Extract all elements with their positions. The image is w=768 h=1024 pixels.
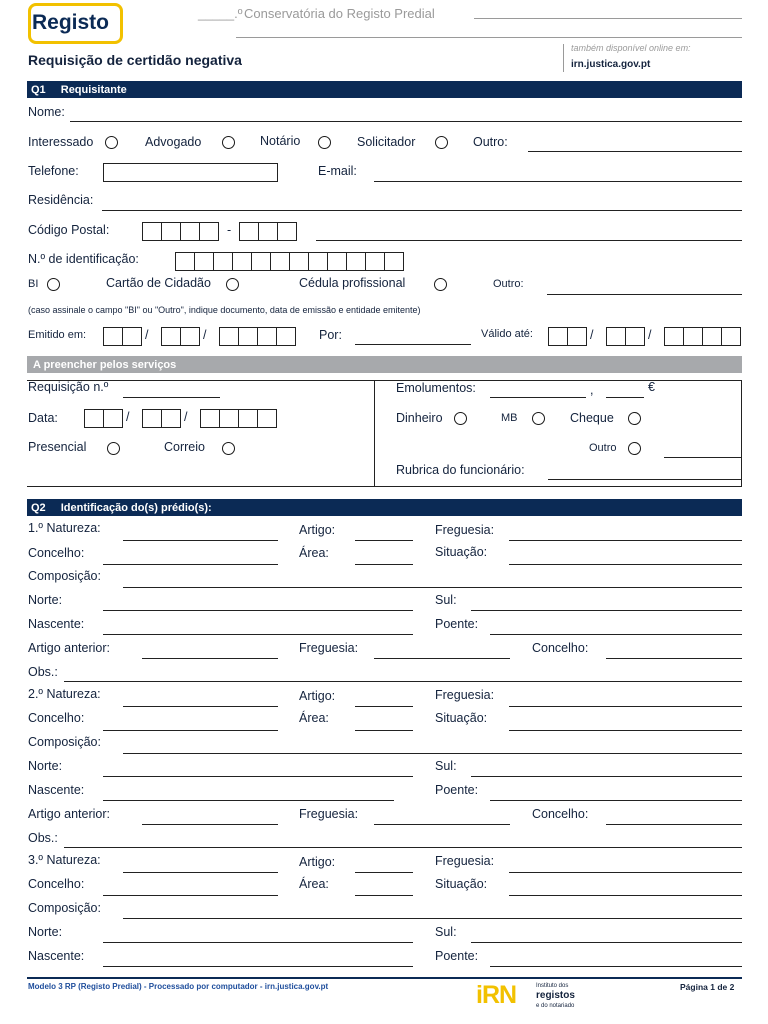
q1-header bbox=[27, 81, 742, 98]
p3-area-label: Área: bbox=[299, 877, 329, 891]
id-cc-radio[interactable] bbox=[226, 278, 239, 291]
p3-situacao-field[interactable] bbox=[509, 895, 742, 896]
conservatoria-line[interactable] bbox=[474, 18, 742, 19]
p2-natureza-label: 2.º Natureza: bbox=[28, 687, 101, 701]
p3-natureza-label: 3.º Natureza: bbox=[28, 853, 101, 867]
p3-natureza-field[interactable] bbox=[123, 872, 278, 873]
localidade-field[interactable] bbox=[316, 240, 742, 241]
cheque-label: Cheque bbox=[570, 411, 614, 425]
requisicao-label: Requisição n.º bbox=[28, 380, 109, 394]
p3-nascente-field[interactable] bbox=[103, 966, 413, 967]
p1-composicao-field[interactable] bbox=[123, 587, 742, 588]
data-year-boxes[interactable] bbox=[200, 409, 277, 428]
valido-month-boxes[interactable] bbox=[606, 327, 645, 346]
p2-sul-field[interactable] bbox=[471, 776, 742, 777]
requisicao-field[interactable] bbox=[123, 397, 220, 398]
p2-artigo-label: Artigo: bbox=[299, 689, 336, 703]
p2-artigo-field[interactable] bbox=[355, 706, 413, 707]
p2-nascente-label: Nascente: bbox=[28, 783, 85, 797]
p1-concelho-field[interactable] bbox=[103, 564, 278, 565]
emitido-slash-2: / bbox=[203, 328, 207, 342]
valido-label: Válido até: bbox=[481, 328, 533, 340]
servicos-header: A preencher pelos serviços bbox=[27, 356, 742, 373]
p3-concelho-label: Concelho: bbox=[28, 877, 85, 891]
p2-artigo-anterior-field[interactable] bbox=[142, 824, 278, 825]
p3-composicao-field[interactable] bbox=[123, 918, 742, 919]
id-outro-label: Outro: bbox=[493, 278, 524, 290]
p2-freguesia2-field[interactable] bbox=[374, 824, 510, 825]
p2-concelho2-label: Concelho: bbox=[532, 807, 589, 821]
p3-freguesia-label: Freguesia: bbox=[435, 854, 495, 868]
valido-slash-1: / bbox=[590, 328, 594, 342]
p2-freguesia2-label: Freguesia: bbox=[299, 807, 359, 821]
p3-poente-field[interactable] bbox=[490, 966, 742, 967]
rubrica-field[interactable] bbox=[548, 479, 741, 480]
dinheiro-radio[interactable] bbox=[454, 412, 467, 425]
id-cedula-label: Cédula profissional bbox=[299, 276, 406, 290]
p1-natureza-field[interactable] bbox=[123, 540, 278, 541]
p1-artigo-field[interactable] bbox=[355, 540, 413, 541]
p1-area-field[interactable] bbox=[355, 564, 413, 565]
role-advogado-label: Advogado bbox=[145, 135, 202, 149]
p2-concelho-label: Concelho: bbox=[28, 711, 85, 725]
role-advogado-radio[interactable] bbox=[222, 136, 235, 149]
p3-poente-label: Poente: bbox=[435, 949, 479, 963]
presencial-label: Presencial bbox=[28, 440, 87, 454]
n-identificacao-boxes[interactable] bbox=[175, 252, 404, 271]
p1-freguesia-field[interactable] bbox=[509, 540, 742, 541]
por-field[interactable] bbox=[355, 344, 471, 345]
q1-title: Requisitante bbox=[60, 84, 127, 96]
p1-freguesia-label: Freguesia: bbox=[435, 523, 495, 537]
p3-composicao-label: Composição: bbox=[28, 901, 101, 915]
id-outro-field[interactable] bbox=[547, 294, 742, 295]
p2-obs-label: Obs.: bbox=[28, 831, 58, 845]
p1-norte-field[interactable] bbox=[103, 610, 413, 611]
emitido-month-boxes[interactable] bbox=[161, 327, 200, 346]
cheque-radio[interactable] bbox=[628, 412, 641, 425]
p1-nascente-field[interactable] bbox=[103, 634, 413, 635]
emolumentos-label: Emolumentos: bbox=[396, 381, 476, 395]
residencia-field[interactable] bbox=[102, 210, 742, 211]
servicos-divider bbox=[374, 380, 375, 487]
p1-sul-label: Sul: bbox=[435, 593, 457, 607]
role-outro-label: Outro: bbox=[473, 135, 508, 149]
mb-label: MB bbox=[501, 412, 518, 424]
outro-pagamento-label: Outro bbox=[589, 442, 617, 454]
q1-number: Q1 bbox=[31, 84, 46, 96]
emolumentos-euros-field[interactable] bbox=[490, 397, 586, 398]
p1-artigo-anterior-field[interactable] bbox=[142, 658, 278, 659]
p3-norte-label: Norte: bbox=[28, 925, 63, 939]
p1-nascente-label: Nascente: bbox=[28, 617, 85, 631]
p2-composicao-label: Composição: bbox=[28, 735, 101, 749]
header-divider bbox=[563, 44, 564, 72]
irn-logo-line2: registos bbox=[536, 990, 575, 1001]
p1-poente-field[interactable] bbox=[490, 634, 742, 635]
p1-natureza-label: 1.º Natureza: bbox=[28, 521, 101, 535]
p2-concelho2-field[interactable] bbox=[606, 824, 742, 825]
id-cedula-radio[interactable] bbox=[434, 278, 447, 291]
rubrica-label: Rubrica do funcionário: bbox=[396, 463, 525, 477]
p1-artigo-label: Artigo: bbox=[299, 523, 336, 537]
nome-label: Nome: bbox=[28, 105, 65, 119]
p3-norte-field[interactable] bbox=[103, 942, 413, 943]
outro-pagamento-radio[interactable] bbox=[628, 442, 641, 455]
p2-freguesia-field[interactable] bbox=[509, 706, 742, 707]
footer-model: Modelo 3 RP (Registo Predial) - Processado por computador - irn.justica.gov.pt bbox=[28, 982, 329, 991]
n-identificacao-label: N.º de identificação: bbox=[28, 252, 139, 266]
p3-sul-label: Sul: bbox=[435, 925, 457, 939]
p2-situacao-label: Situação: bbox=[435, 711, 488, 725]
data-slash-1: / bbox=[126, 410, 130, 424]
valido-year-boxes[interactable] bbox=[664, 327, 741, 346]
p2-sul-label: Sul: bbox=[435, 759, 457, 773]
p1-freguesia2-field[interactable] bbox=[374, 658, 510, 659]
p2-norte-label: Norte: bbox=[28, 759, 63, 773]
q2-title: Identificação do(s) prédio(s): bbox=[60, 502, 212, 514]
data-day-boxes[interactable] bbox=[84, 409, 123, 428]
telefone-input[interactable] bbox=[103, 163, 278, 182]
p1-situacao-label: Situação: bbox=[435, 545, 488, 559]
p2-nascente-field[interactable] bbox=[103, 800, 394, 801]
correio-label: Correio bbox=[164, 440, 205, 454]
id-note: (caso assinale o campo "BI" ou "Outro", indique documento, data de emissão e entidade emitente) bbox=[28, 305, 421, 315]
p2-norte-field[interactable] bbox=[103, 776, 413, 777]
p3-sul-field[interactable] bbox=[471, 942, 742, 943]
role-outro-field[interactable] bbox=[528, 151, 742, 152]
role-interessado-label: Interessado bbox=[28, 135, 94, 149]
emitido-year-boxes[interactable] bbox=[219, 327, 296, 346]
data-month-boxes[interactable] bbox=[142, 409, 181, 428]
codigo-postal-boxes[interactable] bbox=[142, 222, 219, 241]
role-interessado-radio[interactable] bbox=[105, 136, 118, 149]
p3-artigo-field[interactable] bbox=[355, 872, 413, 873]
por-label: Por: bbox=[319, 328, 342, 342]
role-solicitador-radio[interactable] bbox=[435, 136, 448, 149]
conservatoria-prefix: _____.º bbox=[198, 6, 243, 21]
online-note: também disponível online em: bbox=[571, 43, 691, 53]
header-line bbox=[236, 37, 742, 38]
emitido-label: Emitido em: bbox=[28, 329, 87, 341]
email-label: E-mail: bbox=[318, 164, 357, 178]
page-number: Página 1 de 2 bbox=[680, 982, 735, 992]
registo-logo bbox=[28, 3, 123, 44]
q2-header bbox=[27, 499, 742, 516]
p2-composicao-field[interactable] bbox=[123, 753, 742, 754]
id-bi-radio[interactable] bbox=[47, 278, 60, 291]
email-field[interactable] bbox=[374, 181, 742, 182]
nome-field[interactable] bbox=[70, 121, 742, 122]
codigo-postal-dash: - bbox=[227, 223, 232, 237]
data-label: Data: bbox=[28, 411, 58, 425]
p3-freguesia-field[interactable] bbox=[509, 872, 742, 873]
irn-logo-line1: Instituto dos bbox=[536, 983, 569, 989]
emitido-slash-1: / bbox=[145, 328, 149, 342]
p1-freguesia2-label: Freguesia: bbox=[299, 641, 359, 655]
p2-situacao-field[interactable] bbox=[509, 730, 742, 731]
p1-concelho-label: Concelho: bbox=[28, 546, 85, 560]
p3-situacao-label: Situação: bbox=[435, 877, 488, 891]
p2-natureza-field[interactable] bbox=[123, 706, 278, 707]
emolumentos-comma: , bbox=[590, 383, 594, 397]
valido-day-boxes[interactable] bbox=[548, 327, 587, 346]
correio-radio[interactable] bbox=[222, 442, 235, 455]
p1-obs-field[interactable] bbox=[64, 681, 742, 682]
outro-pagamento-field[interactable] bbox=[664, 457, 742, 458]
p3-artigo-label: Artigo: bbox=[299, 855, 336, 869]
p3-concelho-field[interactable] bbox=[103, 895, 278, 896]
p2-area-field[interactable] bbox=[355, 730, 413, 731]
irn-logo bbox=[476, 981, 576, 1013]
residencia-label: Residência: bbox=[28, 193, 94, 207]
p2-artigo-anterior-label: Artigo anterior: bbox=[28, 807, 110, 821]
p2-obs-field[interactable] bbox=[64, 847, 742, 848]
role-notario-label: Notário bbox=[260, 134, 301, 148]
id-bi-label: BI bbox=[28, 278, 39, 290]
emolumentos-cents-field[interactable] bbox=[606, 397, 644, 398]
role-notario-radio[interactable] bbox=[318, 136, 331, 149]
irn-logo-line3: e do notariado bbox=[536, 1003, 575, 1009]
codigo-postal-label: Código Postal: bbox=[28, 223, 110, 237]
p1-artigo-anterior-label: Artigo anterior: bbox=[28, 641, 110, 655]
p1-concelho2-label: Concelho: bbox=[532, 641, 589, 655]
p2-poente-field[interactable] bbox=[490, 800, 742, 801]
conservatoria-label: Conservatória do Registo Predial bbox=[244, 6, 435, 21]
irn-logo-mark: iRN bbox=[476, 981, 517, 1009]
emitido-day-boxes[interactable] bbox=[103, 327, 142, 346]
p2-concelho-field[interactable] bbox=[103, 730, 278, 731]
q2-number: Q2 bbox=[31, 502, 46, 514]
p1-sul-field[interactable] bbox=[471, 610, 742, 611]
p1-poente-label: Poente: bbox=[435, 617, 479, 631]
p1-situacao-field[interactable] bbox=[509, 564, 742, 565]
logo-text: Registo bbox=[32, 11, 110, 34]
data-slash-2: / bbox=[184, 410, 188, 424]
p2-poente-label: Poente: bbox=[435, 783, 479, 797]
p2-area-label: Área: bbox=[299, 711, 329, 725]
valido-slash-2: / bbox=[648, 328, 652, 342]
p1-norte-label: Norte: bbox=[28, 593, 63, 607]
telefone-label: Telefone: bbox=[28, 164, 79, 178]
dinheiro-label: Dinheiro bbox=[396, 411, 443, 425]
footer-rule bbox=[27, 977, 742, 979]
role-solicitador-label: Solicitador bbox=[357, 135, 416, 149]
codigo-postal-ext-boxes[interactable] bbox=[239, 222, 297, 241]
presencial-radio[interactable] bbox=[107, 442, 120, 455]
p3-nascente-label: Nascente: bbox=[28, 949, 85, 963]
mb-radio[interactable] bbox=[532, 412, 545, 425]
p1-area-label: Área: bbox=[299, 546, 329, 560]
p1-composicao-label: Composição: bbox=[28, 569, 101, 583]
p1-obs-label: Obs.: bbox=[28, 665, 58, 679]
p3-area-field[interactable] bbox=[355, 895, 413, 896]
online-url[interactable]: irn.justica.gov.pt bbox=[571, 59, 651, 70]
p1-concelho2-field[interactable] bbox=[606, 658, 742, 659]
id-cc-label: Cartão de Cidadão bbox=[106, 276, 211, 290]
form-title: Requisição de certidão negativa bbox=[28, 52, 242, 68]
euro-sign: € bbox=[648, 380, 655, 394]
p2-freguesia-label: Freguesia: bbox=[435, 688, 495, 702]
